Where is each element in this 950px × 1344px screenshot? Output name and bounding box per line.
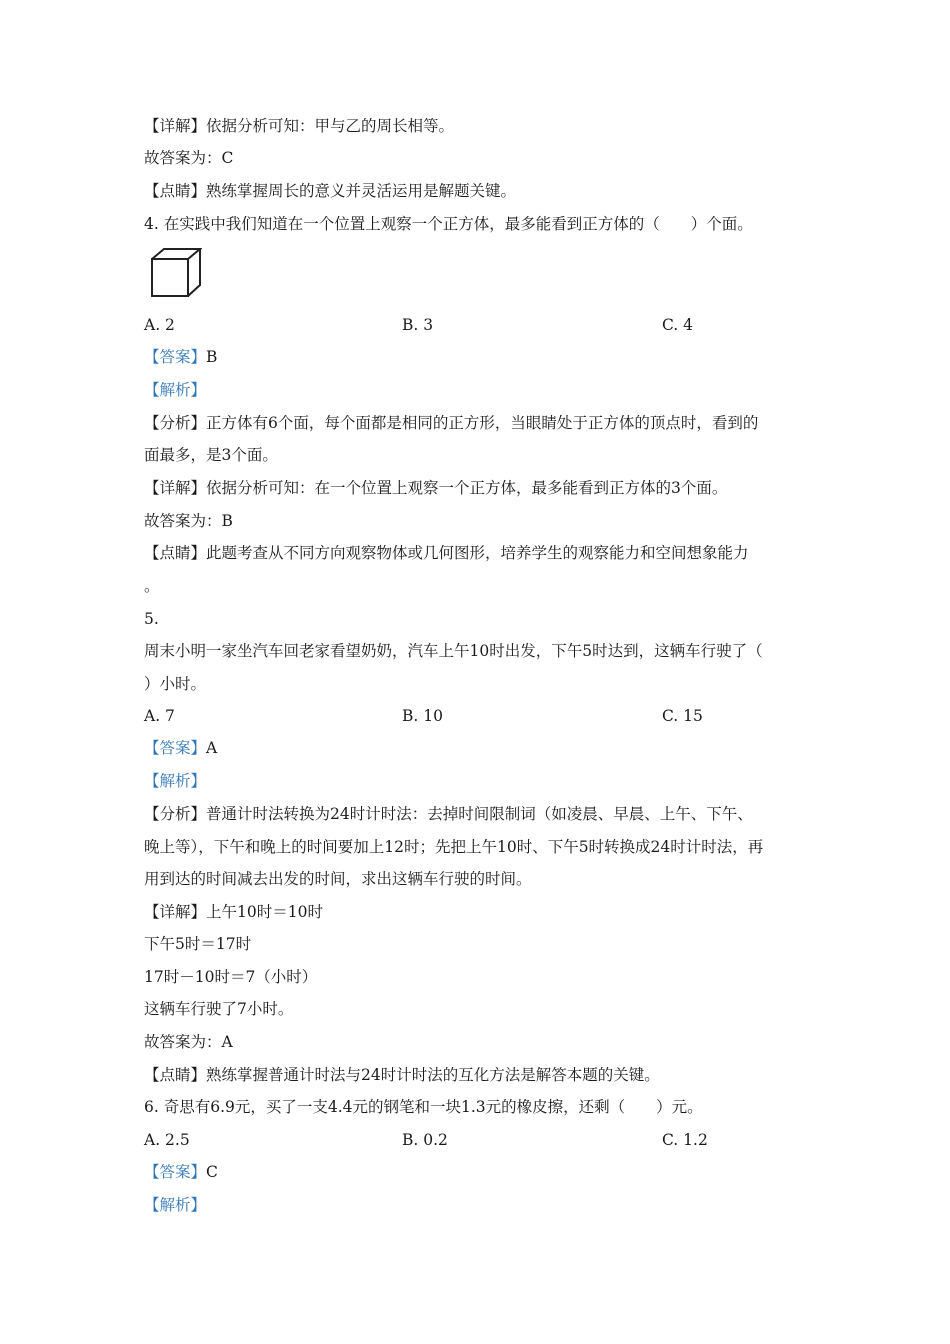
answer-tag: 【答案】	[144, 739, 207, 757]
q5-answer-line: 故答案为：A	[144, 1033, 233, 1051]
q5-analysis-line-3: 用到达的时间减去出发的时间，求出这辆车行驶的时间。	[144, 870, 532, 888]
q5-analysis-line-1: 【分析】普通计时法转换为24时计时法：去掉时间限制词（如凌晨、早晨、上午、下午、	[144, 805, 753, 823]
q5-tip: 【点睛】熟练掌握普通计时法与24时计时法的互化方法是解答本题的关键。	[144, 1066, 660, 1084]
q5-stem-line-1: 周末小明一家坐汽车回老家看望奶奶，汽车上午10时出发，下午5时达到，这辆车行驶了（	[144, 642, 763, 660]
answer-tag: 【答案】	[144, 348, 207, 366]
q3-tip: 【点睛】熟练掌握周长的意义并灵活运用是解题关键。	[144, 182, 517, 200]
q5-detail-line-1: 【详解】上午10时＝10时	[144, 903, 323, 921]
q5-option-a: A. 7	[144, 707, 175, 725]
q4-stem: 4. 在实践中我们知道在一个位置上观察一个正方体，最多能看到正方体的（ ）个面。	[144, 215, 753, 233]
q4-answer-line: 故答案为：B	[144, 512, 233, 530]
q6-analysis-tag: 【解析】	[144, 1196, 207, 1214]
q4-analysis-line-2: 面最多，是3个面。	[144, 446, 278, 464]
q6-answer	[144, 1162, 218, 1182]
q5-analysis-line-2: 晚上等），下午和晚上的时间要加上12时；先把上午10时、下午5时转换成24时计时法，再	[144, 838, 764, 856]
q3-detail: 【详解】依据分析可知：甲与乙的周长相等。	[144, 117, 455, 135]
q5-option-c: C. 15	[662, 707, 703, 725]
q5-number: 5.	[144, 610, 159, 628]
q5-option-b: B. 10	[402, 707, 443, 725]
q5-answer	[144, 738, 217, 758]
q4-option-a: A. 2	[144, 316, 175, 334]
q4-analysis-line-1: 【分析】正方体有6个面，每个面都是相同的正方形，当眼睛处于正方体的顶点时，看到的	[144, 414, 759, 432]
q4-option-c: C. 4	[662, 316, 694, 334]
q5-analysis-tag: 【解析】	[144, 772, 207, 790]
q5-detail-line-4: 这辆车行驶了7小时。	[144, 1000, 294, 1018]
q4-analysis-tag: 【解析】	[144, 381, 207, 399]
q4-tip-line-2: 。	[144, 577, 160, 595]
q5-stem-line-2: ）小时。	[144, 675, 207, 693]
cube-icon	[150, 247, 202, 299]
answer-value: B	[206, 348, 218, 366]
q5-detail-line-2: 下午5时＝17时	[144, 935, 252, 953]
q6-option-c: C. 1.2	[662, 1131, 708, 1149]
q4-answer	[144, 347, 217, 367]
answer-value: A	[206, 739, 218, 757]
answer-tag: 【答案】	[144, 1163, 207, 1181]
q6-option-a: A. 2.5	[144, 1131, 190, 1149]
q5-detail-line-3: 17时－10时＝7（小时）	[144, 968, 318, 986]
q3-answer-line: 故答案为：C	[144, 149, 234, 167]
q6-option-b: B. 0.2	[402, 1131, 448, 1149]
answer-value: C	[206, 1163, 218, 1181]
q4-option-b: B. 3	[402, 316, 434, 334]
q4-detail: 【详解】依据分析可知：在一个位置上观察一个正方体，最多能看到正方体的3个面。	[144, 479, 728, 497]
q6-stem: 6. 奇思有6.9元，买了一支4.4元的钢笔和一块1.3元的橡皮擦，还剩（ ）元。	[144, 1098, 703, 1116]
q4-tip-line-1: 【点睛】此题考查从不同方向观察物体或几何图形，培养学生的观察能力和空间想象能力	[144, 544, 749, 562]
